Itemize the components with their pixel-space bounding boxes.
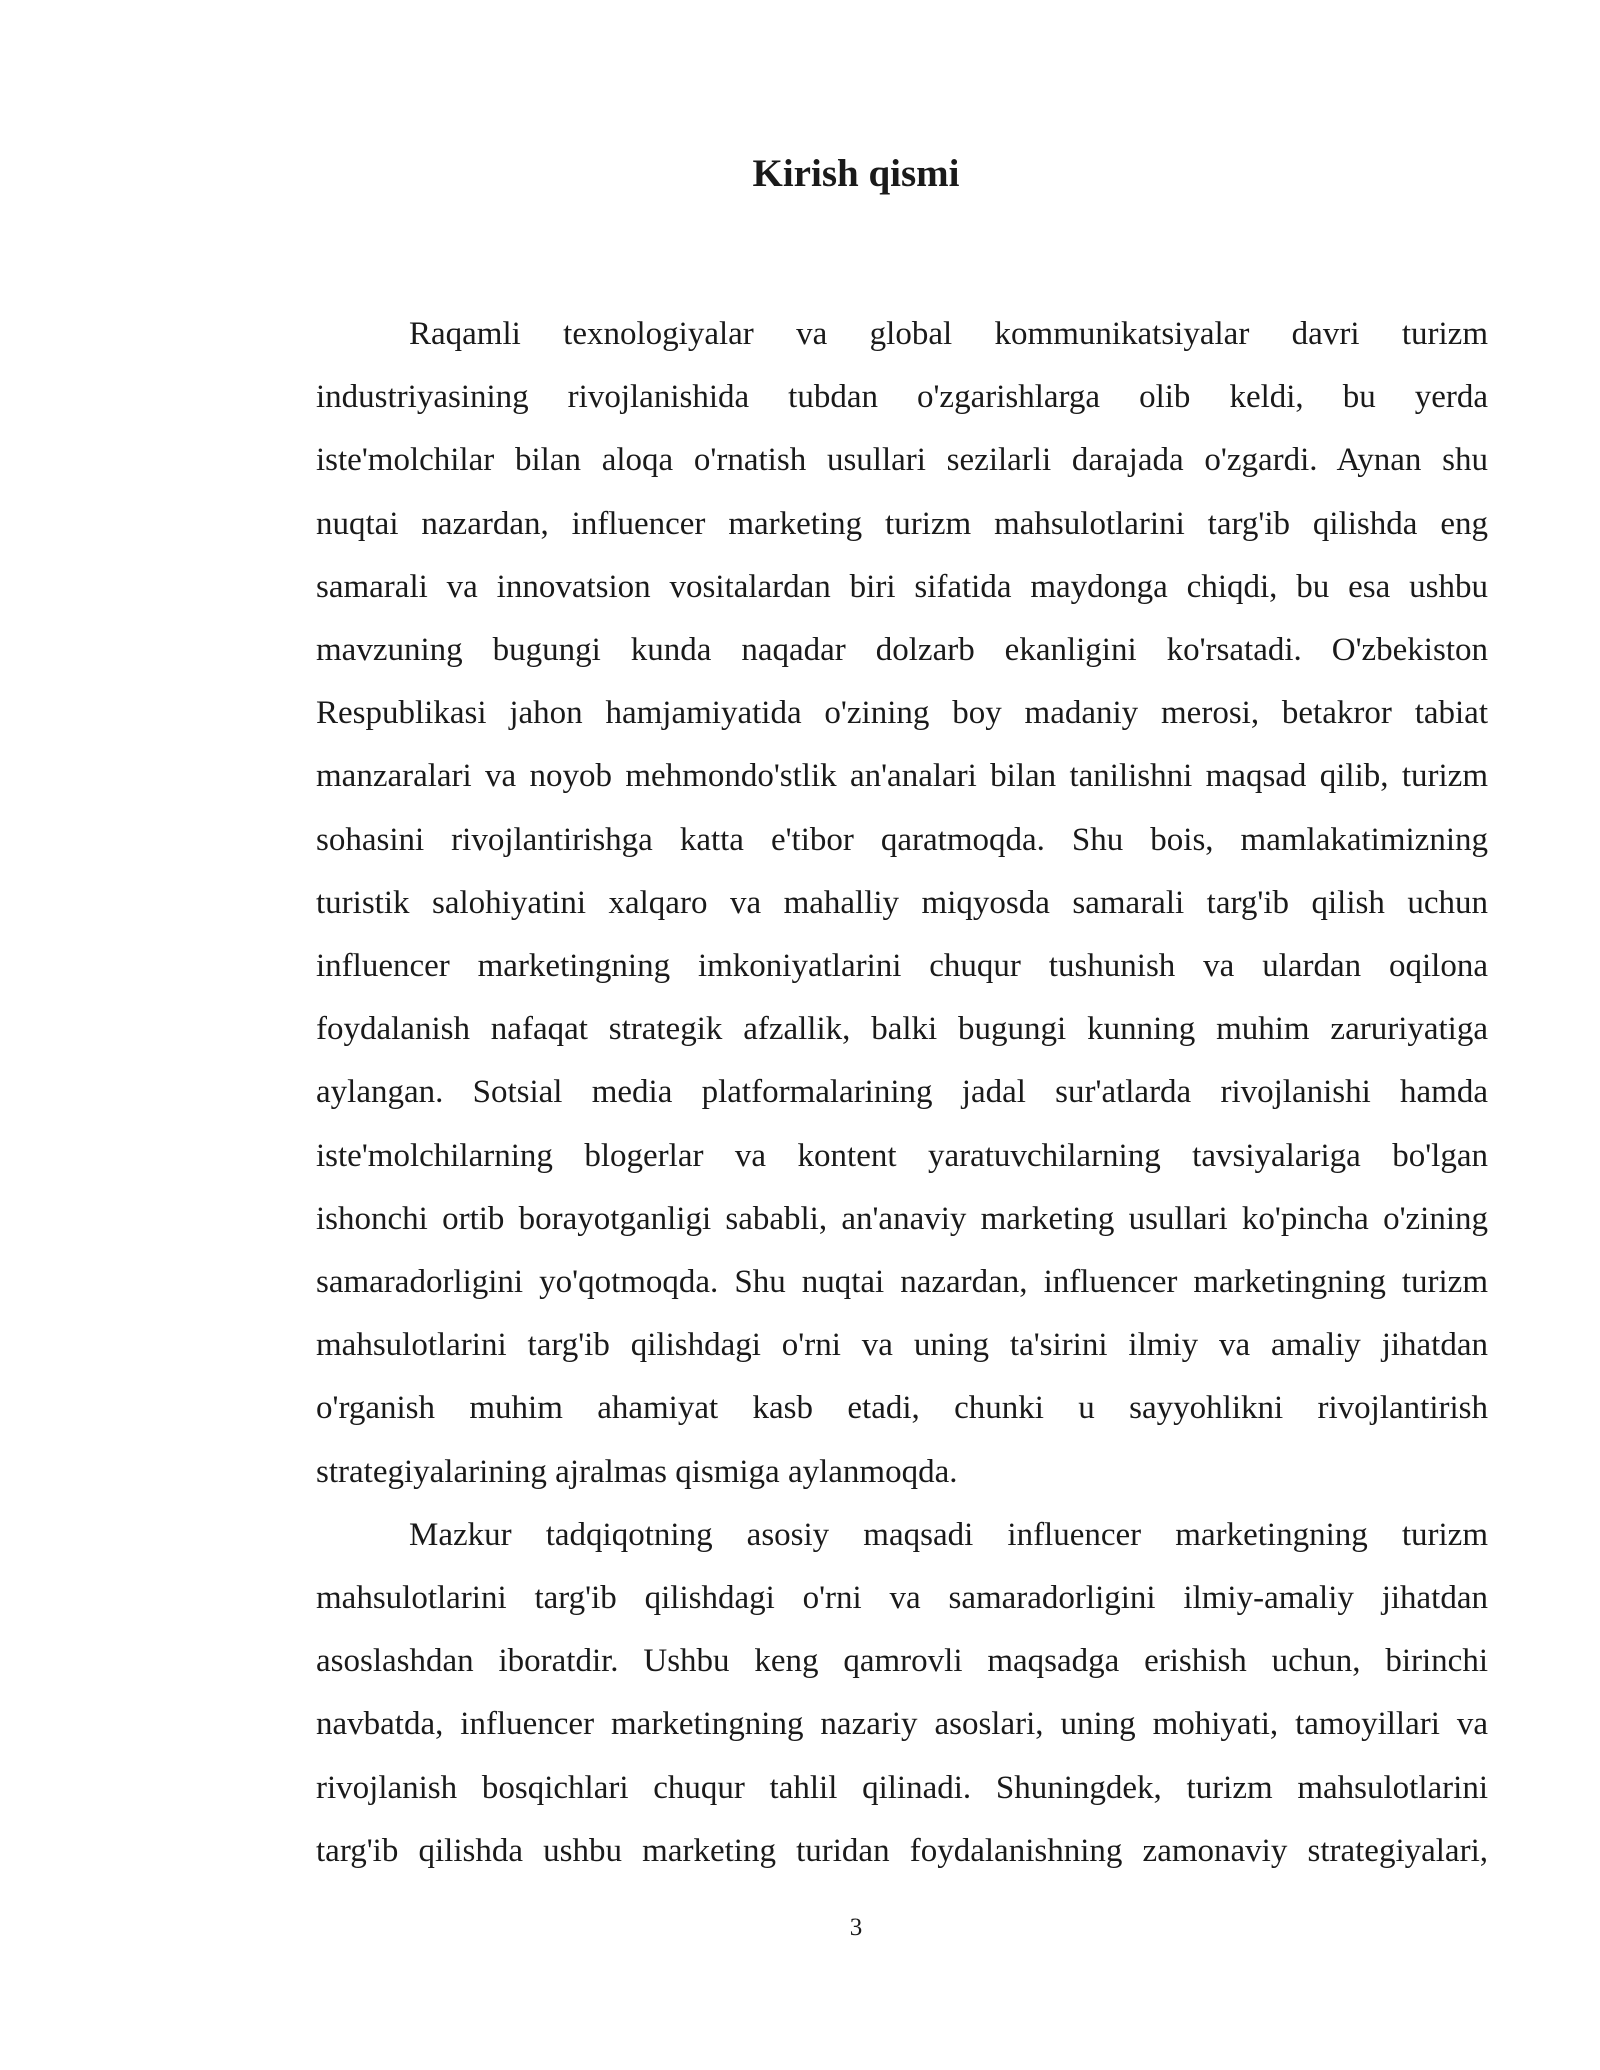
text-line: influencer marketingning imkoniyatlarini chuqur tushunish va ulardan oqilona: [316, 948, 1488, 985]
text-line: turistik salohiyatini xalqaro va mahalliy miqyosda samarali targ'ib qilish uchun: [316, 884, 1488, 921]
text-line: navbatda, influencer marketingning nazariy asoslari, uning mohiyati, tamoyillari va: [316, 1706, 1488, 1743]
text-line: targ'ib qilishda ushbu marketing turidan foydalanishning zamonaviy strategiyalari,: [316, 1832, 1488, 1869]
text-line: Mazkur tadqiqotning asosiy maqsadi influencer marketingning turizm: [409, 1516, 1488, 1553]
text-line: Raqamli texnologiyalar va global kommunikatsiyalar davri turizm: [409, 316, 1488, 352]
text-line: samaradorligini yo'qotmoqda. Shu nuqtai nazardan, influencer marketingning turizm: [316, 1264, 1488, 1301]
paragraph-1: [223, 303, 1488, 1504]
text-line: aylangan. Sotsial media platformalarining jadal sur'atlarda rivojlanishi hamda: [316, 1074, 1488, 1111]
text-line: industriyasining rivojlanishida tubdan o'zgarishlarga olib keldi, bu yerda: [316, 379, 1488, 416]
text-line: samarali va innovatsion vositalardan biri sifatida maydonga chiqdi, bu esa ushbu: [316, 568, 1488, 605]
text-line: iste'molchilarning blogerlar va kontent yaratuvchilarning tavsiyalariga bo'lgan: [316, 1137, 1488, 1174]
text-line: asoslashdan iboratdir. Ushbu keng qamrovli maqsadga erishish uchun, birinchi: [316, 1643, 1488, 1680]
text-line: ishonchi ortib borayotganligi sababli, an'anaviy marketing usullari ko'pincha o'zining: [316, 1200, 1488, 1237]
document-body: [223, 303, 1488, 1883]
paragraph-2: [223, 1504, 1488, 1883]
text-line: mahsulotlarini targ'ib qilishdagi o'rni va uning ta'sirini ilmiy va amaliy jihatdan: [316, 1327, 1488, 1364]
text-line: o'rganish muhim ahamiyat kasb etadi, chunki u sayyohlikni rivojlantirish: [316, 1390, 1488, 1427]
text-line: mahsulotlarini targ'ib qilishdagi o'rni va samaradorligini ilmiy-amaliy jihatdan: [316, 1580, 1488, 1617]
text-line: strategiyalarining ajralmas qismiga aylanmoqda.: [316, 1453, 958, 1490]
text-line: rivojlanish bosqichlari chuqur tahlil qilinadi. Shuningdek, turizm mahsulotlarini: [316, 1769, 1488, 1806]
text-line: nuqtai nazardan, influencer marketing turizm mahsulotlarini targ'ib qilishda eng: [316, 505, 1488, 542]
page-number: 3: [849, 1914, 863, 1941]
text-line: sohasini rivojlantirishga katta e'tibor qaratmoqda. Shu bois, mamlakatimizning: [316, 821, 1488, 858]
text-line: manzaralari va noyob mehmondo'stlik an'analari bilan tanilishni maqsad qilib, turizm: [316, 758, 1488, 795]
text-line: Respublikasi jahon hamjamiyatida o'zining boy madaniy merosi, betakror tabiat: [316, 695, 1488, 732]
text-line: foydalanish nafaqat strategik afzallik, balki bugungi kunning muhim zaruriyatiga: [316, 1011, 1488, 1048]
text-line: mavzuning bugungi kunda naqadar dolzarb ekanligini ko'rsatadi. O'zbekiston: [316, 632, 1488, 669]
page-title: Kirish qismi: [752, 152, 960, 195]
text-line: iste'molchilar bilan aloqa o'rnatish usullari sezilarli darajada o'zgardi. Aynan shu: [316, 442, 1488, 479]
